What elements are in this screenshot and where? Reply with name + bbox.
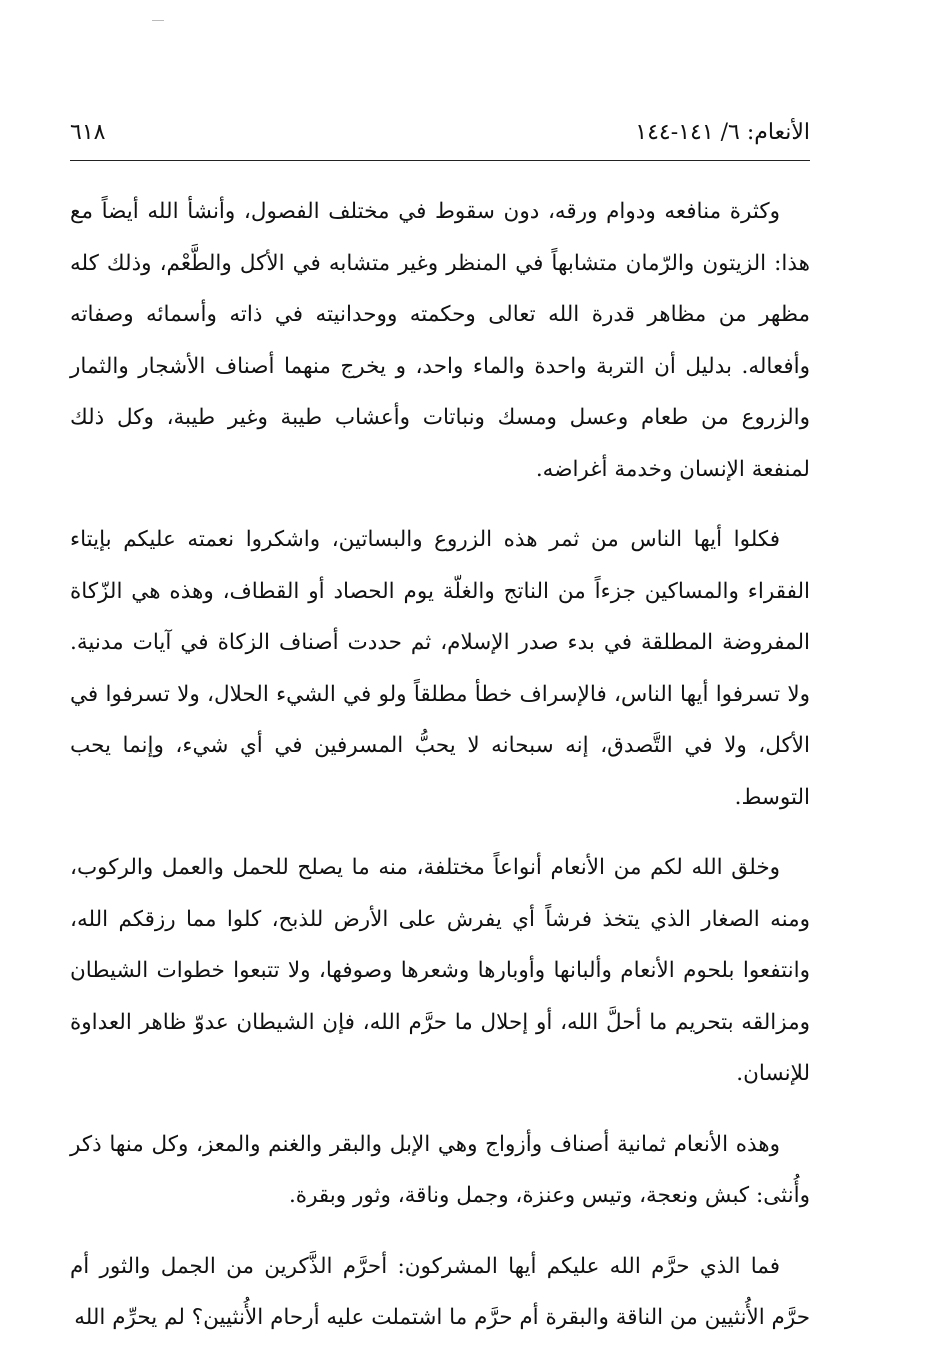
paragraph: وهذه الأنعام ثمانية أصناف وأزواج وهي الإبل والبقر والغنم والمعز، وكل منها ذكر وأُنثى: كبش ونعجة، وتيس وعنزة، وجمل وناقة، وثور وبقرة. [70, 1131, 810, 1208]
running-header [70, 120, 810, 158]
scan-mark [152, 20, 164, 21]
paragraph: وخلق الله لكم من الأنعام أنواعاً مختلفة، منه ما يصلح للحمل والعمل والركوب، ومنه الصغار الذي يتخذ فرشاً أي يفرش على الأرض للذبح، كلوا مما رزقكم الله، وانتفعوا بلحوم الأنعام وألبانها وأوبارها وشعرها وصوفها، ولا تتبعوا خطوات الشيطان ومزالقه بتحريم ما أحلَّ الله، أو إحلال ما حرَّم الله، فإن الشيطان عدوّ ظاهر العداوة للإنسان. [70, 855, 810, 1086]
paragraph: فكلوا أيها الناس من ثمر هذه الزروع والبساتين، واشكروا نعمته عليكم بإيتاء الفقراء والمساكين جزءاً من الناتج والغلّة يوم الحصاد أو القطاف، وهذه هي الزّكاة المفروضة المطلقة في بدء صدر الإسلام، ثم حددت أصناف الزكاة في آيات مدنية. ولا تسرفوا أيها الناس، فالإسراف خطأ مطلقاً ولو في الشيء الحلال، ولا تسرفوا في الأكل، ولا في التَّصدق، إنه سبحانه لا يحبُّ المسرفين في أي شيء، وإنما يحب التوسط. [70, 527, 810, 810]
header-rule [70, 160, 810, 161]
paragraph: فما الذي حرَّم الله عليكم أيها المشركون: أحرَّم الذَّكرين من الجمل والثور أم حرَّم الأُنثيين من الناقة والبقرة أم حرَّم ما اشتملت عليه أرحام الأُنثيين؟ لم يحرِّم الله [70, 1253, 810, 1330]
header-title: الأنعام: ٦/ ١٤١-١٤٤ [635, 120, 810, 145]
paragraph: وكثرة منافعه ودوام ورقه، دون سقوط في مختلف الفصول، وأنشأ الله أيضاً مع هذا: الزيتون والرّمان متشابهاً في المنظر وغير متشابه في الأكل والطَّعْم، وذلك كله مظهر من مظاهر قدرة الله تعالى وحكمته ووحدانيته في ذاته وأسمائه وصفاته وأفعاله. بدليل أن التربة واحدة والماء واحد، و يخرج منهما أصناف الأشجار والثمار والزروع من طعام وعسل ومسك ونباتات وأعشاب طيبة وغير طيبة، وكل ذلك لمنفعة الإنسان وخدمة أغراضه. [70, 199, 810, 482]
body-text [70, 186, 810, 1363]
page-number: ٦١٨ [70, 120, 106, 145]
